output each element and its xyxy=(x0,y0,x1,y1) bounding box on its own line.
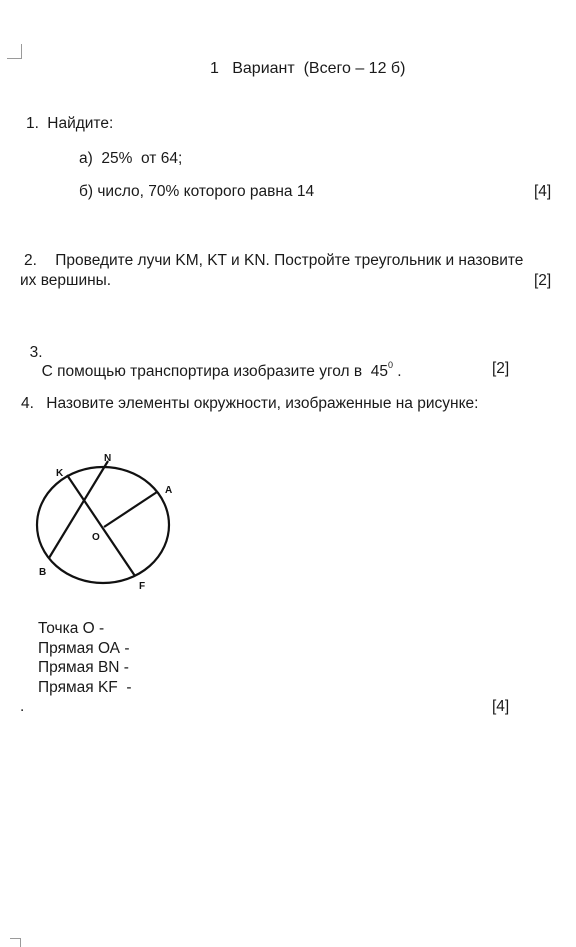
task3-score: [2] xyxy=(492,360,510,377)
task3-line xyxy=(21,326,402,381)
task3-text: С помощью транспортира изобразите угол в 45 xyxy=(41,363,388,381)
task1-item-b: б) число, 70% которого равна 14 xyxy=(79,183,315,200)
task2-line1 xyxy=(24,252,523,270)
circle-outline xyxy=(37,467,169,583)
answer-line-kf: Прямая KF - xyxy=(38,678,132,696)
circle-figure xyxy=(20,445,195,595)
task1-number: 1. xyxy=(26,115,39,132)
task1-title: Найдите: xyxy=(47,115,114,132)
answer-line-bn: Прямая BN - xyxy=(38,659,129,676)
task3-number: 3. xyxy=(29,344,43,361)
task2-number: 2. xyxy=(24,252,37,269)
label-a: A xyxy=(165,485,173,496)
task2-text-line2: их вершины. xyxy=(20,272,112,289)
page-corner-mark-bottom xyxy=(10,938,21,947)
answer-line-oa: Прямая ОА - xyxy=(38,639,130,657)
task4-line xyxy=(21,395,478,413)
radius-oa xyxy=(104,492,157,527)
task1-heading xyxy=(26,115,113,133)
variant-title: 1 Вариант (Всего – 12 б) xyxy=(210,60,406,77)
task1-item-a: а) 25% от 64; xyxy=(79,150,183,167)
label-f: F xyxy=(139,581,146,592)
label-b: B xyxy=(39,567,47,578)
chord-kf xyxy=(67,475,135,576)
task2-text-line1: Проведите лучи KM, KT и KN. Постройте треугольник и назовите xyxy=(55,252,524,269)
task4-score: [4] xyxy=(492,698,510,715)
task3-degree-superscript: 0 xyxy=(387,360,393,370)
answer-point-o: Точка О - xyxy=(38,620,105,637)
task4-text: Назовите элементы окружности, изображенные на рисунке: xyxy=(46,395,479,412)
task4-dot: . xyxy=(20,698,25,715)
label-k: K xyxy=(56,468,64,479)
task4-number: 4. xyxy=(21,395,34,412)
task4-answers xyxy=(38,619,132,697)
task2-score: [2] xyxy=(534,272,552,289)
task1-score: [4] xyxy=(534,183,552,200)
task3-tail: . xyxy=(393,363,402,381)
label-n: N xyxy=(104,453,112,464)
page-corner-mark-top xyxy=(7,44,22,59)
label-o: O xyxy=(92,532,100,543)
